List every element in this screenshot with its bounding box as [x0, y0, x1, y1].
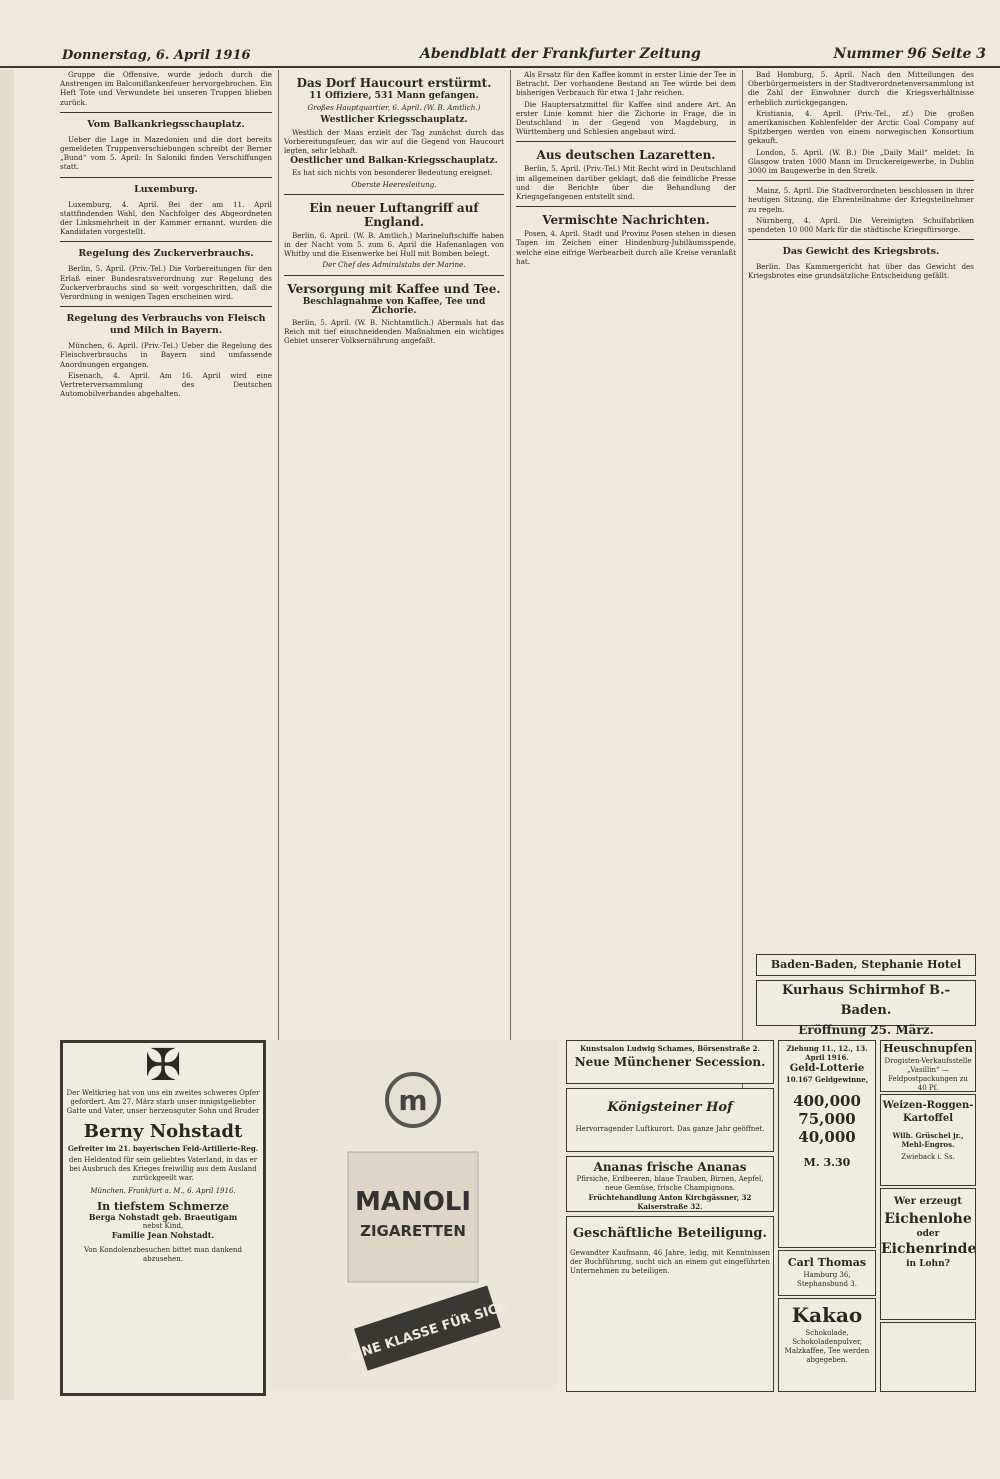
column-rule: [278, 70, 279, 1090]
obituary-grief: In tiefstem Schmerze: [96, 1200, 230, 1213]
divider: [60, 177, 272, 178]
ad-beteiligung: [566, 1216, 774, 1392]
obituary-family: Familie Jean Nohstadt.: [111, 1230, 215, 1240]
ad-heuschnupfen: [880, 1040, 976, 1092]
ad-ananas: [566, 1156, 774, 1212]
headline-haucourt: Das Dorf Haucourt erstürmt.: [296, 76, 492, 90]
ad-stephanie-hotel: [756, 954, 976, 976]
headline-ost: Oestlicher und Balkan-Kriegsschauplatz.: [290, 156, 498, 167]
article-kristiania: Kristiania, 4. April. (Priv.-Tel., zf.) Die großen amerikanischen Kohlenfelder der Arctic Coal Company auf Spitzbergen werden von einem norwegischen Konsortium gekauft.: [748, 108, 974, 146]
lotterie-title: Geld-Lotterie: [789, 1063, 865, 1074]
koenigstein-note: Hervorragender Luftkurort. Das ganze Jahr geöffnet.: [575, 1125, 765, 1133]
dateline: Großes Hauptquartier, 6. April. (W. B. Amtlich.): [307, 103, 481, 113]
headline-england: Ein neuer Luftangriff auf England.: [309, 200, 479, 229]
heuschnupfen-title: Heuschnupfen: [883, 1042, 973, 1055]
zwieback: Zwieback i. Ss.: [901, 1153, 955, 1161]
article-brot: Berlin. Das Kammergericht hat über das Gewicht des Kriegsbrotes eine grundsätzliche Entscheidung gefällt.: [748, 262, 974, 281]
divider: [284, 194, 504, 195]
headline-luxemburg: Luxemburg.: [134, 183, 198, 195]
masthead: [0, 44, 1000, 68]
secession-title: Neue Münchener Secession.: [574, 1055, 766, 1069]
obituary-place: München, Frankfurt a. M., 6. April 1916.: [90, 1187, 236, 1195]
beteiligung-title: Geschäftliche Beteiligung.: [572, 1226, 768, 1241]
headline-balkan: Vom Balkankriegsschauplatz.: [87, 118, 245, 130]
weizen-firm: Wilh. Grüschel jr., Mehl-Engros.: [892, 1131, 964, 1149]
prize-1: 400,000: [793, 1092, 861, 1110]
headline-lazarett: Aus deutschen Lazaretten.: [536, 148, 716, 163]
ad-schirmhof-title: Kurhaus Schirmhof B.-Baden.: [782, 983, 950, 1018]
ad-schirmhof: [756, 980, 976, 1037]
article-nuernberg: Nürnberg, 4. April. Die Vereinigten Schulfabriken spendeten 10 000 Mark für die städtische Kriegsfürsorge.: [748, 215, 974, 235]
column-2: [284, 70, 504, 1090]
masthead-date: Donnerstag, 6. April 1916: [62, 48, 251, 63]
column-3: [516, 70, 736, 1090]
kakao-title: Kakao: [791, 1303, 863, 1327]
eichenlohe-question: Wer erzeugt: [893, 1196, 963, 1207]
prize-3: 40,000: [798, 1128, 856, 1146]
ananas-firm: Früchtehandlung Anton Kirchgässner, 32 Kaiserstraße 32.: [588, 1193, 752, 1211]
lotterie-count: 10.167 Geldgewinne,: [785, 1075, 869, 1084]
ananas-title: Ananas frische Ananas: [593, 1160, 747, 1174]
adjacent-page-edge: [0, 70, 14, 1400]
divider: [516, 206, 736, 207]
ad-eichenlohe: [880, 1188, 976, 1320]
heuschnupfen-text: Drogisten-Verkaufsstelle „Vasillin“ — Feldpostpackungen zu 40 Pf.: [884, 1057, 972, 1092]
koenigstein-title: Königsteiner Hof: [607, 1100, 733, 1115]
obituary-name: Berny Nohstadt: [83, 1121, 243, 1142]
ad-secession: [566, 1040, 774, 1084]
article-zichorie: Die Hauptersatzmittel für Kaffee sind andere Art. An erster Linie kommt hier die Zichorie in Frage, die in Deutschland in der Gegend von Magdeburg, in Württemberg und Schlesien angebaut wird.: [516, 99, 736, 137]
ananas-text: Pfirsiche, Erdbeeren, blaue Trauben, Birnen, Aepfel, neue Gemüse, frische Champignons.: [576, 1175, 764, 1192]
headline-kaffee: Versorgung mit Kaffee und Tee.: [287, 281, 501, 296]
headline-brot: Das Gewicht des Kriegsbrots.: [782, 246, 940, 258]
article-fleisch: München, 6. April. (Priv.-Tel.) Ueber die Regelung des Fleischverbrauchs in Bayern sind umfassende Anordnungen ergangen.: [60, 341, 272, 369]
carl-thomas-name: Carl Thomas: [787, 1256, 867, 1269]
column-rule: [510, 70, 511, 1090]
article-england: Berlin, 6. April. (W. B. Amtlich.) Marineluftschiffe haben in der Nacht vom 5. zum 6. April die Hafenanlagen von Whitby und die Eisenwerke bei Hull mit Bomben belegt.: [284, 230, 504, 259]
divider: [516, 141, 736, 142]
iron-cross-icon: ✠: [144, 1040, 182, 1091]
eichen-lohn: in Lohn?: [906, 1259, 950, 1269]
manoli-logo-m: m: [398, 1084, 428, 1117]
column-rule: [742, 70, 743, 1090]
article-luxemburg: Luxemburg, 4. April. Bei der am 11. April stattfindenden Wahl, den Nachfolger des Abgeordneten der Linksmehrheit in der Kammer ernannt, wurden die Kandidaten vorgestellt.: [60, 199, 272, 237]
article-zucker: Berlin, 5. April. (Priv.-Tel.) Die Vorbereitungen für den Erlaß einer Bundesratsverordnung zur Regelung des Zuckerverbrauchs sind so weit vorgeschritten, daß die Verordnung in wenigen Tagen erscheinen wird.: [60, 264, 272, 302]
obituary-child: nebst Kind,: [142, 1222, 184, 1230]
ad-stephanie-title: Baden-Baden, Stephanie Hotel: [770, 958, 962, 971]
subhead-haucourt: 11 Offiziere, 531 Mann gefangen.: [309, 91, 479, 101]
lotterie-price: M. 3.30: [803, 1156, 851, 1169]
article-lazarett: Berlin, 5. April. (Priv.-Tel.) Mit Recht wird in Deutschland im allgemeinen darüber geklagt, daß die feindliche Presse und die Berichte über die Behandlung der Kriegsgefangenen entstellt sind.: [516, 164, 736, 202]
column-4: [748, 70, 974, 950]
obituary-note: Von Kondolenzbesuchen bittet man dankend abzusehen.: [83, 1246, 243, 1263]
masthead-issue: Nummer 96 Seite 3: [833, 46, 986, 62]
ad-small-right: [880, 1322, 976, 1392]
manoli-brand: MANOLI: [354, 1187, 472, 1217]
ad-carl-thomas: [778, 1250, 876, 1296]
eichenlohe-title: Eichenlohe: [884, 1211, 972, 1227]
ad-obituary: [60, 1040, 266, 1396]
weizen-title: Weizen-Roggen-Kartoffel: [882, 1100, 974, 1124]
headline-west: Westlicher Kriegsschauplatz.: [320, 115, 468, 126]
manoli-product: ZIGARETTEN: [360, 1222, 466, 1240]
ad-lotterie: [778, 1040, 876, 1248]
article-eisenach: Eisenach, 4. April. Am 16. April wird eine Vertreterversammlung des Deutschen Automobilverbandes abgehalten.: [60, 370, 272, 399]
article-ost: Es hat sich nichts von besonderer Bedeutung ereignet.: [292, 168, 493, 178]
divider: [748, 239, 974, 240]
signature-heeresleitung: Oberste Heeresleitung.: [351, 179, 437, 189]
manoli-pack: [348, 1152, 478, 1282]
masthead-title: Abendblatt der Frankfurter Zeitung: [420, 46, 701, 62]
article-kaffee: Berlin, 5. April. (W. B. Nichtamtlich.) Abermals hat das Reich mit tief einschneidenden Maßnahmen ein wichtiges Gebiet unserer Volksernährung angefaßt.: [284, 318, 504, 346]
carl-thomas-address: Hamburg 36, Stephansbund 3.: [797, 1271, 857, 1288]
ad-kakao: [778, 1298, 876, 1392]
article-london: London, 5. April. (W. B.) Die „Daily Mail“ meldet: In Glasgow traten 1000 Mann im Druckereigewerbe, in Dublin 3000 im Baugewerbe in den Streik.: [748, 147, 974, 176]
lotterie-date: Ziehung 11., 12., 13. April 1916.: [786, 1044, 868, 1062]
beteiligung-text: Gewandter Kaufmann, 46 Jahre, ledig, mit Kenntnissen der Buchführung, sucht sich an einem gut eingeführten Unternehmen zu beteiligen.: [570, 1249, 770, 1275]
headline-zucker: Regelung des Zuckerverbrauchs.: [78, 248, 254, 260]
headline-fleisch: Regelung des Verbrauchs von Fleisch und Milch in Bayern.: [66, 313, 266, 337]
column-1: [60, 70, 272, 1090]
obituary-widow: Berga Nohstadt geb. Braeutigam: [88, 1212, 238, 1222]
secession-gallery: Kunstsalon Ludwig Schames, Börsenstraße 2.: [580, 1044, 760, 1053]
divider: [60, 112, 272, 113]
headline-vermischt: Vermischte Nachrichten.: [542, 213, 710, 228]
article-mainz: Mainz, 5. April. Die Stadtverordneten beschlossen in ihrer heutigen Sitzung, die Ehrenteilnahme der Kriegsteilnehmer zu regeln.: [748, 186, 974, 214]
article-vermischt: Posen, 4. April. Stadt und Provinz Posen stehen in diesen Tagen im Zeichen einer Hindenburg-Jubiläumsspende, welche eine eifrige Werbearbeit durch alle Kreise veranlaßt hat.: [516, 229, 736, 266]
eichenrinde-title: Eichenrinde: [881, 1241, 977, 1257]
signature-admiralstab: Der Chef des Admiralstabs der Marine.: [322, 260, 466, 270]
ad-manoli: [268, 1040, 558, 1390]
ad-koenigstein: [566, 1088, 774, 1152]
article-balkan: Ueber die Lage in Mazedonien und die dort bereits gemeldeten Truppenverschiebungen schreibt der Berner „Bund“ vom 5. April: In Saloniki finden Verschiffungen statt.: [60, 134, 272, 172]
article-tee: Als Ersatz für den Kaffee kommt in erster Linie der Tee in Betracht. Der vorhandene Bestand an Tee würde bei dem bisherigen Verbrauch für etwa 1 Jahr reichen.: [516, 70, 736, 98]
obituary-rank: Gefreiter im 21. bayerischen Feld-Artillerie-Reg.: [67, 1144, 259, 1153]
manoli-slogan: EINE KLASSE FÜR SICH: [346, 1298, 510, 1365]
obituary-text: den Heldentod für sein geliebtes Vaterland, in das er bei Ausbruch des Krieges freiwillig aus dem Ausland zurückgeeilt war.: [68, 1156, 258, 1182]
divider: [60, 241, 272, 242]
article-intro: Gruppe die Offensive, wurde jedoch durch die Anstrengen im Balconiflankenfeuer hervorgebrochen. Ein Heft Tote und Verwundete bei unseren Truppen blieben zurück.: [60, 70, 272, 107]
subhead-kaffee: Beschlagnahme von Kaffee, Tee und Zichorie.: [302, 296, 486, 316]
obituary-intro: Der Weltkrieg hat von uns ein zweites schweres Opfer gefordert. Am 27. März starb unser innigstgeliebter Gatte und Vater, unser herzensguter Sohn und Bruder: [66, 1089, 260, 1115]
ad-weizen: [880, 1094, 976, 1186]
divider: [60, 306, 272, 307]
article-homburg: Bad Homburg, 5. April. Nach den Mitteilungen des Oberbürgermeisters in der Stadtverordnetenversammlung ist die Zahl der Einwohner durch die Kriegsverhältnisse erheblich zurückgegangen.: [748, 70, 974, 107]
ad-schirmhof-opening: Eröffnung 25. März.: [798, 1023, 934, 1037]
manoli-artwork: [268, 1040, 558, 1390]
eichenlohe-oder: oder: [916, 1229, 940, 1239]
divider: [748, 180, 974, 181]
divider: [284, 275, 504, 276]
article-west: Westlich der Maas erzielt der Tag zunächst durch das Vorbereitungsfeuer, das wir auf die Gegend von Haucourt legten, sehr lebhaft.: [284, 127, 504, 156]
prize-2: 75,000: [798, 1110, 856, 1128]
kakao-text: Schokolade, Schokoladenpulver, Malzkaffee, Tee werden abgegeben.: [784, 1329, 870, 1364]
